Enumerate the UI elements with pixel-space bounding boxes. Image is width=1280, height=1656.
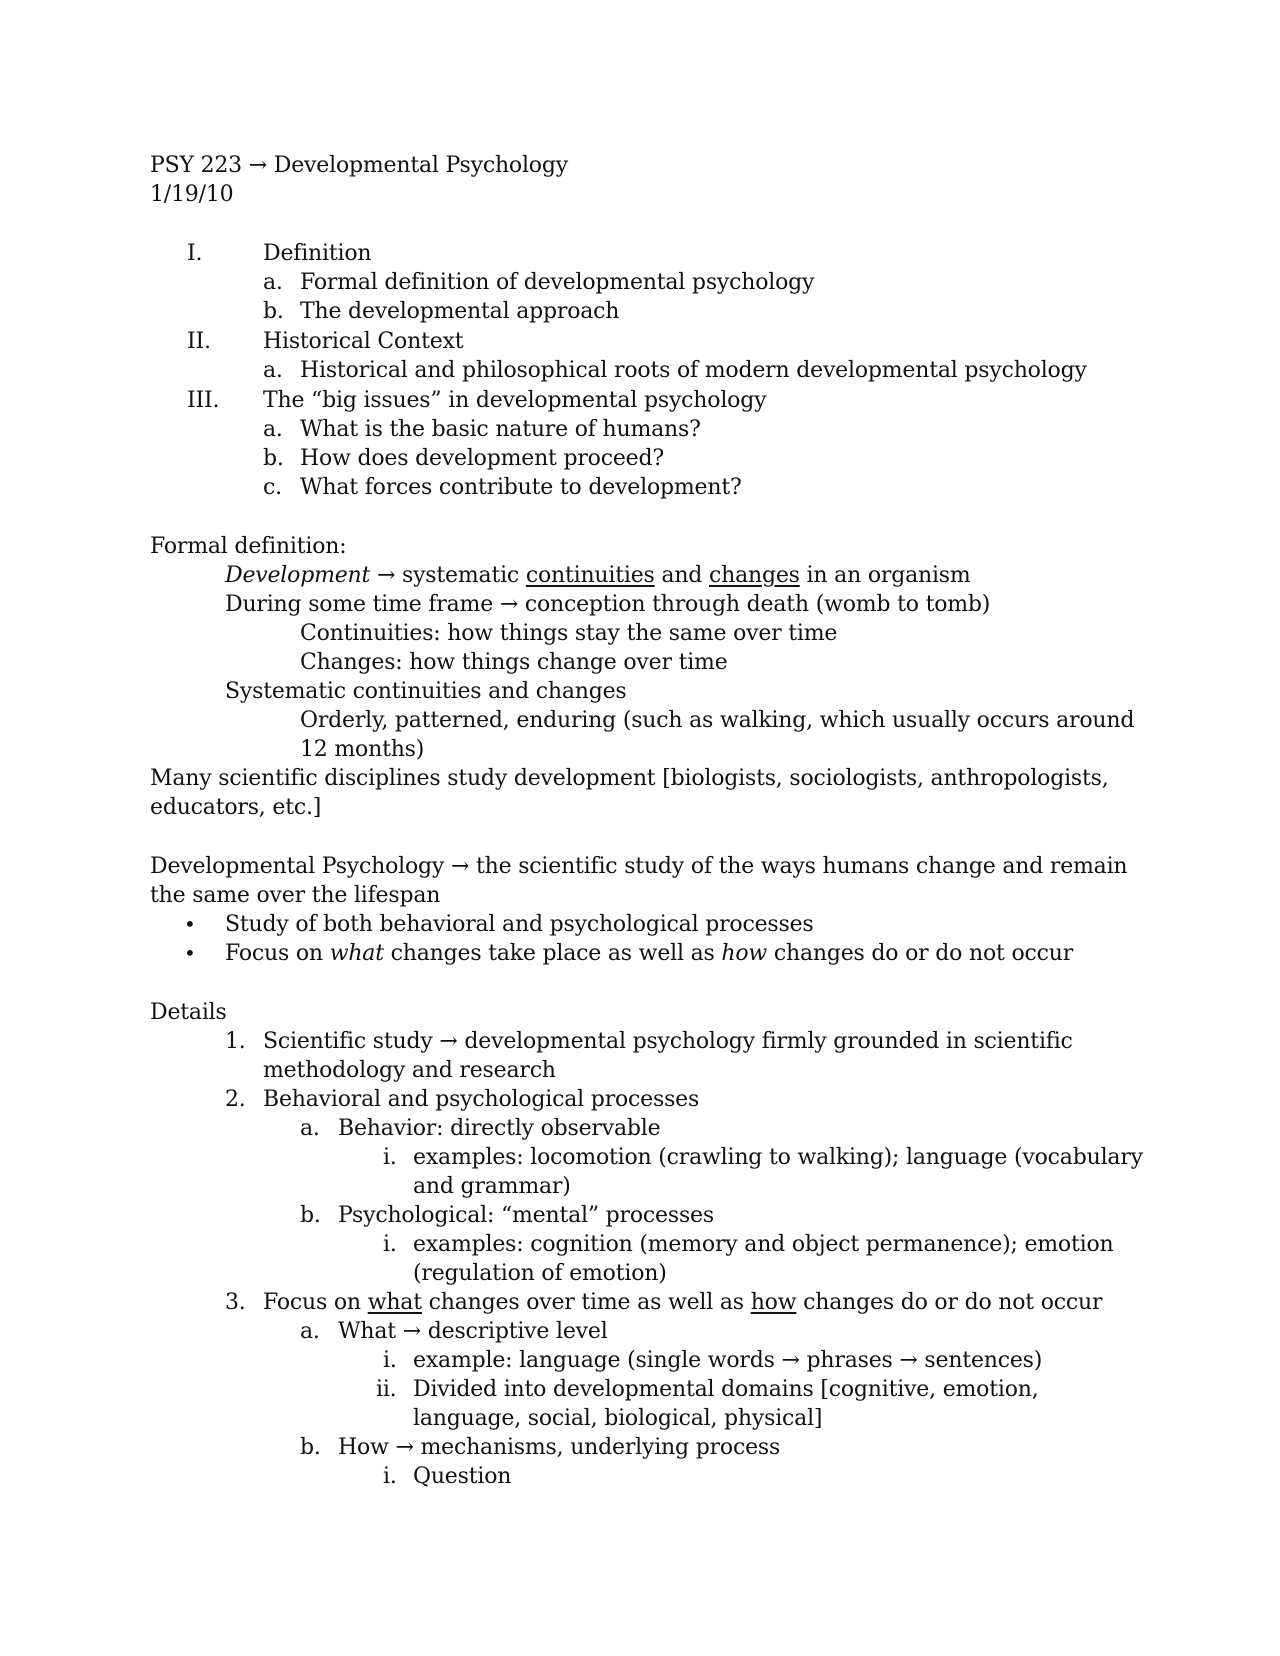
dev-psych-definition-cont: the same over the lifespan [150,883,441,908]
outline-letter: b. [263,446,284,471]
detail-item-3a: What → descriptive level [338,1319,608,1344]
detail-item-1-cont: methodology and research [263,1058,556,1083]
outline-item-big-issues: The “big issues” in developmental psychology [263,388,767,413]
development-term: Development [225,563,371,588]
detail-item-3a-ii: Divided into developmental domains [cognitive, emotion, [413,1377,1039,1402]
list-letter: a. [300,1319,320,1344]
lecture-date: 1/19/10 [150,182,234,207]
course-title: PSY 223 → Developmental Psychology [150,153,568,178]
outline-subitem: Formal definition of developmental psychology [300,270,815,295]
detail-item-3: Focus on what changes over time as well as how changes do or do not occur [263,1290,1103,1315]
systematic-line: Systematic continuities and changes [225,679,627,704]
changes-line: Changes: how things change over time [300,650,728,675]
dev-psych-definition: Developmental Psychology → the scientific study of the ways humans change and remain [150,854,1128,879]
detail-item-3b-i: Question [413,1464,512,1489]
outline-number: III. [187,388,220,413]
detail-item-2b-i: examples: cognition (memory and object permanence); emotion [413,1232,1114,1257]
time-frame-line: During some time frame → conception through death (womb to tomb) [225,592,991,617]
outline-letter: a. [263,417,283,442]
outline-letter: b. [263,299,284,324]
detail-item-2: Behavioral and psychological processes [263,1087,700,1112]
list-letter: b. [300,1435,321,1460]
orderly-line-cont: 12 months) [300,737,425,762]
development-definition: Development → systematic continuities and changes in an organism [225,563,971,588]
orderly-line: Orderly, patterned, enduring (such as walking, which usually occurs around [300,708,1135,733]
continuities-line: Continuities: how things stay the same over time [300,621,838,646]
outline-subitem: What forces contribute to development? [300,475,742,500]
outline-number: I. [187,241,203,266]
detail-item-2b: Psychological: “mental” processes [338,1203,714,1228]
list-letter: b. [300,1203,321,1228]
outline-subitem: The developmental approach [300,299,620,324]
outline-letter: a. [263,358,283,383]
list-roman: i. [383,1348,397,1373]
detail-item-3a-ii-cont: language, social, biological, physical] [413,1406,823,1431]
bullet-icon: • [184,941,196,965]
list-roman: i. [383,1464,397,1489]
changes-term: changes [708,563,800,588]
detail-item-3b: How → mechanisms, underlying process [338,1435,781,1460]
bullet-item: Focus on what changes take place as well as how changes do or do not occur [225,941,1074,966]
disciplines-line: Many scientific disciplines study development [biologists, sociologists, anthropologists, [150,766,1109,791]
outline-subitem: How does development proceed? [300,446,664,471]
detail-item-2a: Behavior: directly observable [338,1116,661,1141]
detail-item-2b-i-cont: (regulation of emotion) [413,1261,667,1286]
list-roman: i. [383,1232,397,1257]
section-heading: Formal definition: [150,534,347,559]
continuities-term: continuities [525,563,655,588]
outline-subitem: Historical and philosophical roots of modern developmental psychology [300,358,1087,383]
outline-letter: a. [263,270,283,295]
bullet-item: Study of both behavioral and psychological processes [225,912,814,937]
bullet-icon: • [184,912,196,936]
list-number: 3. [225,1290,246,1315]
list-number: 1. [225,1029,246,1054]
list-roman: i. [383,1145,397,1170]
outline-item-definition: Definition [263,241,372,266]
list-number: 2. [225,1087,246,1112]
list-letter: a. [300,1116,320,1141]
outline-item-historical-context: Historical Context [263,329,464,354]
outline-number: II. [187,329,211,354]
detail-item-1: Scientific study → developmental psychology firmly grounded in scientific [263,1029,1073,1054]
detail-item-2a-i: examples: locomotion (crawling to walking); language (vocabulary [413,1145,1143,1170]
detail-item-2a-i-cont: and grammar) [413,1174,571,1199]
detail-item-3a-i: example: language (single words → phrases → sentences) [413,1348,1043,1373]
list-roman: ii. [376,1377,397,1402]
outline-subitem: What is the basic nature of humans? [300,417,701,442]
outline-letter: c. [263,475,282,500]
disciplines-line-cont: educators, etc.] [150,795,322,820]
section-heading: Details [150,1000,227,1025]
